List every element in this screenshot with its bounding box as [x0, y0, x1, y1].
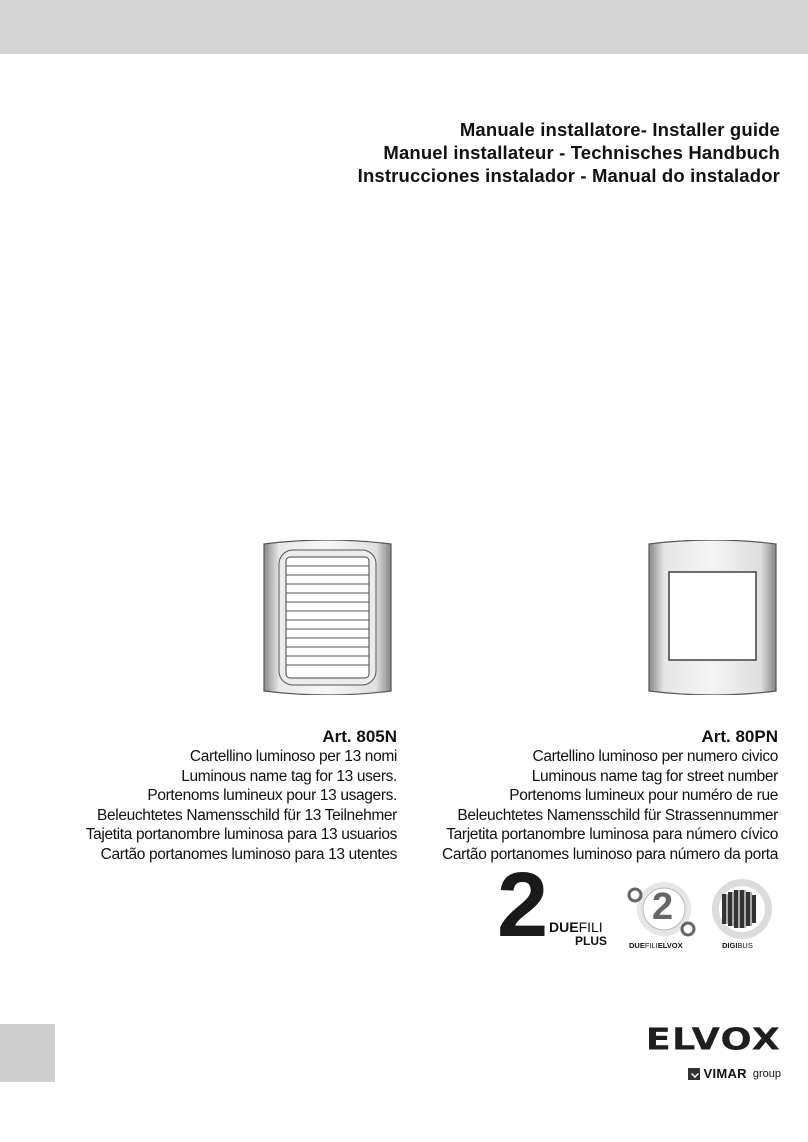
vimar-wordmark: VIMAR — [703, 1066, 747, 1081]
label-bus: BUS — [737, 941, 753, 950]
label-fili: FILI — [644, 941, 658, 950]
description-line: Luminous name tag for street number — [531, 767, 778, 785]
label-digi: DIGI — [722, 941, 738, 950]
description-line: Luminous name tag for 13 users. — [181, 767, 397, 785]
description-line: Portenoms lumineux pour 13 usagers. — [147, 787, 397, 805]
digibus-label — [722, 941, 753, 950]
digibus-logo — [708, 878, 776, 953]
logo-due: DUE — [549, 919, 579, 935]
description-line: Cartellino luminoso per numero civico — [532, 748, 778, 765]
description-line: Tajetita portanombre luminosa para 13 usuarios — [85, 826, 397, 844]
description-line: Portenoms lumineux pour numéro de rue — [509, 787, 778, 805]
logo-fili: FILI — [578, 919, 603, 935]
logo-digit-2: 2 — [497, 854, 545, 956]
brand-name: ELVOX — [645, 1021, 781, 1057]
label-due: DUE — [629, 941, 645, 950]
group-word: group — [752, 1067, 781, 1080]
digibus-icon — [710, 878, 774, 940]
description-line: Cartão portanomes luminoso para 13 utentes — [100, 845, 397, 863]
product-80pn-description — [442, 726, 778, 865]
product-image-805n — [260, 540, 395, 695]
description-line: Tarjetita portanombre luminosa para número cívico — [446, 826, 778, 844]
product-image-80pn — [645, 540, 780, 695]
duefili-elvox-logo — [624, 878, 702, 953]
description-line: Cartão portanomes luminoso para número da porta — [442, 845, 778, 863]
document-title-block — [358, 118, 780, 187]
header-bar — [0, 0, 808, 54]
vimar-logo-icon — [688, 1068, 700, 1080]
vimar-group-line — [688, 1066, 781, 1081]
product-805n-description — [86, 726, 397, 865]
duefili-plus-logo — [497, 854, 617, 956]
description-line: Beleuchtetes Namensschild für 13 Teilnehmer — [97, 806, 397, 824]
description-line: Beleuchtetes Namensschild für Strassennummer — [457, 806, 778, 824]
article-code: Art. 805N — [322, 727, 397, 746]
article-code: Art. 80PN — [701, 727, 778, 746]
duefili-elvox-label — [629, 941, 683, 950]
page-edge-tab — [0, 1024, 55, 1082]
elvox-brand-logo — [626, 1021, 781, 1084]
label-elvox: ELVOX — [657, 941, 683, 950]
logo-word-1 — [549, 920, 603, 935]
logo-digit-2: 2 — [652, 886, 674, 928]
description-line: Cartellino luminoso per 13 nomi — [189, 748, 397, 765]
title-line-1: Manuale installatore- Installer guide — [459, 119, 780, 140]
title-line-2: Manuel installateur - Technisches Handbuch — [383, 142, 780, 163]
title-line-3: Instrucciones instalador - Manual do instalador — [357, 165, 780, 186]
logo-plus: PLUS — [575, 934, 608, 948]
